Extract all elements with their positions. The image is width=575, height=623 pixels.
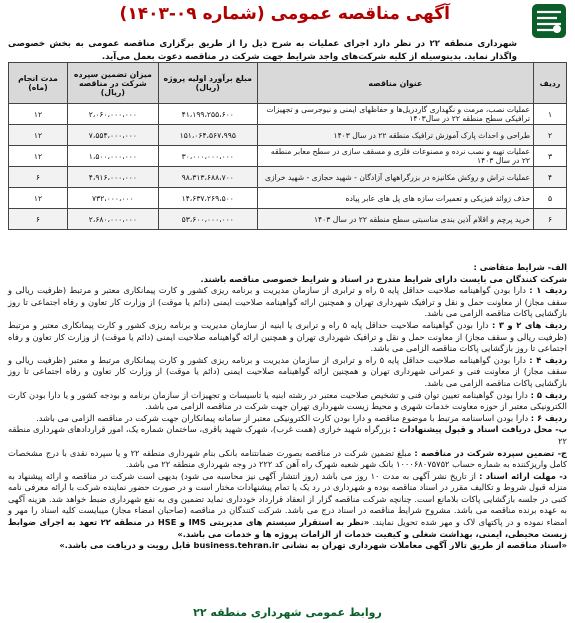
row-estimate: ۴۱،۱۹۹،۲۵۵،۶۰۰: [158, 104, 257, 125]
row-deposit: ۷،۵۵۴،۰۰۰،۰۰۰: [67, 125, 158, 146]
row-deposit: ۲،۶۸۰،۰۰۰،۰۰۰: [67, 209, 158, 230]
section-d-title: د- مهلت ارائه اسناد :: [479, 470, 568, 481]
col-duration-header: مدت انجام (ماه): [9, 63, 68, 104]
header: [0, 0, 575, 40]
row-deposit: ۴،۹۱۶،۰۰۰،۰۰۰: [67, 167, 158, 188]
section-a-title: الف- شرایط متقاضی :: [473, 262, 567, 272]
section-b-title: ب- محل دریافت اسناد و قبول پیشنهادات :: [393, 424, 567, 435]
row-duration: ۱۲: [9, 146, 68, 167]
row23-label: ردیف های ۲ و ۳ :: [491, 319, 567, 330]
row23-text: دارا بودن گواهینامه صلاحیت حداقل پایه ۵ راه و ترابری یا ابنیه از سازمان مدیریت و برنامه ریزی کشور و کارت پیمانکاری معتبر و مرتبط (ظرفیت ریالی و سقف مجاز) از معاونت حمل و نقل و ترافیک شهرداری تهران و همچنین ارائه گواهینامه صلاحیت ایمنی (دائم یا موقت) از وزارت کار تعاون و رفاه اجتماعی تا روز بازگشایی پاکات مناقصه الزامی می باشد.: [8, 319, 567, 354]
section-b-text: بزرگراه شهید خرازی (همت غرب)، شهرک شهید باقری، ساختمان شماره یک، امور قراردادهای شهرداری منطقه ۲۲: [8, 424, 567, 446]
row4-text: دارا بودن گواهینامه صلاحیت حداقل پایه ۵ راه و ترابری از سازمان مدیریت و برنامه ریزی کشور و کارت پیمانکاری مرتبط و معتبر (ظرفیت ریالی و سقف مجاز) از معاونت فنی و عمرانی شهرداری تهران و همچنین ارائه گواهینامه صلاحیت ایمنی (دائم یا موقت) از وزارت کار تعاون و رفاه اجتماعی تا روز بازگشایی پاکات مناقصه الزامی می باشد.: [8, 354, 567, 388]
row5-text: دارا بودن گواهینامه تعیین توان فنی و تشخیص صلاحیت معتبر در رشته ابنیه یا تاسیسات و تجهیزات از سازمان برنامه و بودجه کشور و یا دارا بودن کارت الکترونیکی معتبر از حوزه معاونت خدمات شهری و محیط زیست شهرداری تهران جهت شرکت در مناقصه الزامی می باشد.: [8, 389, 567, 412]
table-row: [9, 209, 567, 230]
row-estimate: ۱۵۱،۰۶۴،۵۶۷،۹۹۵: [158, 125, 257, 146]
row-name: عملیات تراش و روکش مکانیزه در بزرگراههای آزادگان - شهید حجازی - شهید خرازی: [257, 167, 533, 188]
row-estimate: ۹۸،۳۱۳،۶۸۸،۷۰۰: [158, 167, 257, 188]
row-idx: ۵: [534, 188, 567, 209]
tenders-table: [8, 62, 567, 230]
table-row: [9, 104, 567, 125]
row-idx: ۳: [534, 146, 567, 167]
col-idx-header: ردیف: [534, 63, 567, 104]
col-name-header: عنوان مناقصه: [257, 63, 533, 104]
section-a-lead: شرکت کنندگان می بایست دارای شرایط مندرج در اسناد و شرایط خصوصی مناقصه باشند.: [200, 273, 567, 284]
notice-title: آگهی مناقصه عمومی (شماره ۰۹-۱۴۰۳): [119, 4, 450, 24]
row6-label: ردیف ۶ :: [530, 412, 567, 423]
row-deposit: ۷۳۲،۰۰۰،۰۰۰: [67, 188, 158, 209]
note-portal: «اسناد مناقصه از طریق تالار آگهی معاملات شهرداری تهران به نشانی business.tehran.ir قابل رویت و دریافت می باشد.»: [59, 540, 567, 551]
row4-condition: [8, 355, 567, 390]
row-idx: ۶: [534, 209, 567, 230]
row-deposit: ۲،۰۶۰،۰۰۰،۰۰۰: [67, 104, 158, 125]
row1-text: دارا بودن گواهینامه صلاحیت حداقل پایه ۵ راه و ترابری از سازمان مدیریت و برنامه ریزی کشور و کارت پیمانکاری معتبر و مرتبط (ظرفیت ریالی و سقف مجاز) از معاونت حمل و نقل و ترافیک شهرداری تهران و همچنین ارائه گواهینامه صلاحیت ایمنی (دائم یا موقت) از وزارت کار تعاون و رفاه اجتماعی تا روز بازگشایی پاکات مناقصه الزامی می باشد.: [8, 285, 567, 319]
table-row: [9, 146, 567, 167]
row-idx: ۱: [534, 104, 567, 125]
row-idx: ۲: [534, 125, 567, 146]
table-row: [9, 125, 567, 146]
row1-condition: [8, 285, 567, 320]
row-estimate: ۳۰،۰۰۰،۰۰۰،۰۰۰: [158, 146, 257, 167]
note-hse: «نظر به استقرار سیستم های مدیریتی IMS و HSE در منطقه ۲۲ تعهد به اجرای ضوابط زیست محیطی، ایمنی، بهداشت شغلی و کیفیت خدمات از الزامات پروژه ها و خدمات می باشد.»: [8, 517, 567, 539]
municipality-logo-icon: [529, 2, 569, 40]
row-name: عملیات تهیه و نصب نرده و مصنوعات فلزی و مسقف سازی در سطح معابر منطقه ۲۲ در سال ۱۴۰۳: [257, 146, 533, 167]
section-c-text: مبلغ تضمین شرکت در مناقصه بصورت ضمانتنامه بانکی بنام شهرداری منطقه ۲۲ و یا سپرده نقدی با درج مشخصات کامل واریزکننده به شماره حساب ۱۰۰۰۶۸۰۷۵۷۵۲ بانک شهر شعبه شهرک راه آهن کد ۲۲۲ در وجه شهرداری منطقه ۲۲ می باشد.: [8, 447, 567, 470]
col-estimate-header: مبلغ برآورد اولیه پروژه (ریال): [158, 63, 257, 104]
terms-body: [8, 262, 567, 552]
section-c: [8, 448, 567, 471]
row-duration: ۶: [9, 167, 68, 188]
row-estimate: ۵۳،۶۰۰،۰۰۰،۰۰۰: [158, 209, 257, 230]
row-idx: ۴: [534, 167, 567, 188]
section-d: [8, 471, 567, 541]
row4-label: ردیف ۴ :: [529, 354, 567, 365]
row6-condition: [8, 413, 567, 425]
table-header-row: [9, 63, 567, 104]
intro-text: شهرداری منطقه ۲۲ در نظر دارد اجرای عملیات به شرح ذیل را از طریق برگزاری مناقصه عمومی به بخش خصوصی واگذار نماید. بدینوسیله از کلیه شرکت‌های واجد شرایط جهت شرکت در مناقصه دعوت بعمل می‌آید.: [8, 39, 517, 62]
row-duration: ۱۲: [9, 188, 68, 209]
row-name: طراحی و احداث پارک آموزش ترافیک منطقه ۲۲ در سال ۱۴۰۳: [257, 125, 533, 146]
row5-label: ردیف ۵ :: [530, 389, 567, 400]
row5-condition: [8, 390, 567, 413]
row-deposit: ۱،۵۰۰،۰۰۰،۰۰۰: [67, 146, 158, 167]
row-duration: ۱۲: [9, 125, 68, 146]
row1-label: ردیف ۱ :: [529, 285, 567, 296]
table-row: [9, 167, 567, 188]
row23-condition: [8, 320, 567, 355]
section-b: [8, 424, 567, 447]
col-deposit-header: میزان تضمین سپرده شرکت در مناقصه (ریال): [67, 63, 158, 104]
row-estimate: ۱۴،۶۳۷،۲۶۹،۵۰۰: [158, 188, 257, 209]
row6-text: دارا بودن اساسنامه مرتبط با موضوع مناقصه و دارا بودن کارت الکترونیکی معتبر از سامانه پیمانکاران جهت شرکت در مناقصه الزامی می باشد.: [36, 412, 529, 423]
row-name: عملیات نصب، مرمت و نگهداری گاردریل‌ها و حفاظهای ایمنی و نیوجرسی و تجهیزات ترافیکی سطح منطقه ۲۲ در سال۱۴۰۳: [257, 104, 533, 125]
row-duration: ۱۲: [9, 104, 68, 125]
section-c-title: ج- تضمین سپرده شرکت در مناقصه :: [414, 447, 568, 458]
footer-signature: روابط عمومی شهرداری منطقه ۲۲: [193, 606, 382, 619]
row-name: حذف زوائد فیزیکی و تعمیرات سازه های پل های عابر پیاده: [257, 188, 533, 209]
row-name: خرید پرچم و اقلام آذین بندی مناسبتی سطح منطقه ۲۲ در سال ۱۴۰۳: [257, 209, 533, 230]
table-row: [9, 188, 567, 209]
row-duration: ۶: [9, 209, 68, 230]
section-d-text: از تاریخ نشر آگهی به مدت ۱۰ روز می باشد (روز انتشار آگهی نیز محاسبه می شود) بدیهی است شرکت در مناقصه و ارائه پیشنهاد به منزله قبول شروط و تکالیف مقرر در اسناد مناقصه بوده و شهرداری در رد یک یا تمام پیشنهادات مختار است و در صورت حضور نماینده شرکت با ارائه معرفی نامه کتبی در جلسه بازگشایی پاکات بلامانع است. چنانچه شرکت مناقصه گزار از انعقاد قرارداد خودداری نماید تضمین وی به نفع شهرداری ضبط خواهد شد. هزینه آگهی به عهده برنده مناقصه می باشد. مشروح شرایط مناقصه در اسناد درج می باشد. شرکت کنندگان در مناقصه (صاحبان امضاء مجاز) میبایست کلیه اسناد را مهر و امضاء نموده و در پاکتهای لاک و مهر شده تحویل نمایند.: [8, 470, 568, 528]
